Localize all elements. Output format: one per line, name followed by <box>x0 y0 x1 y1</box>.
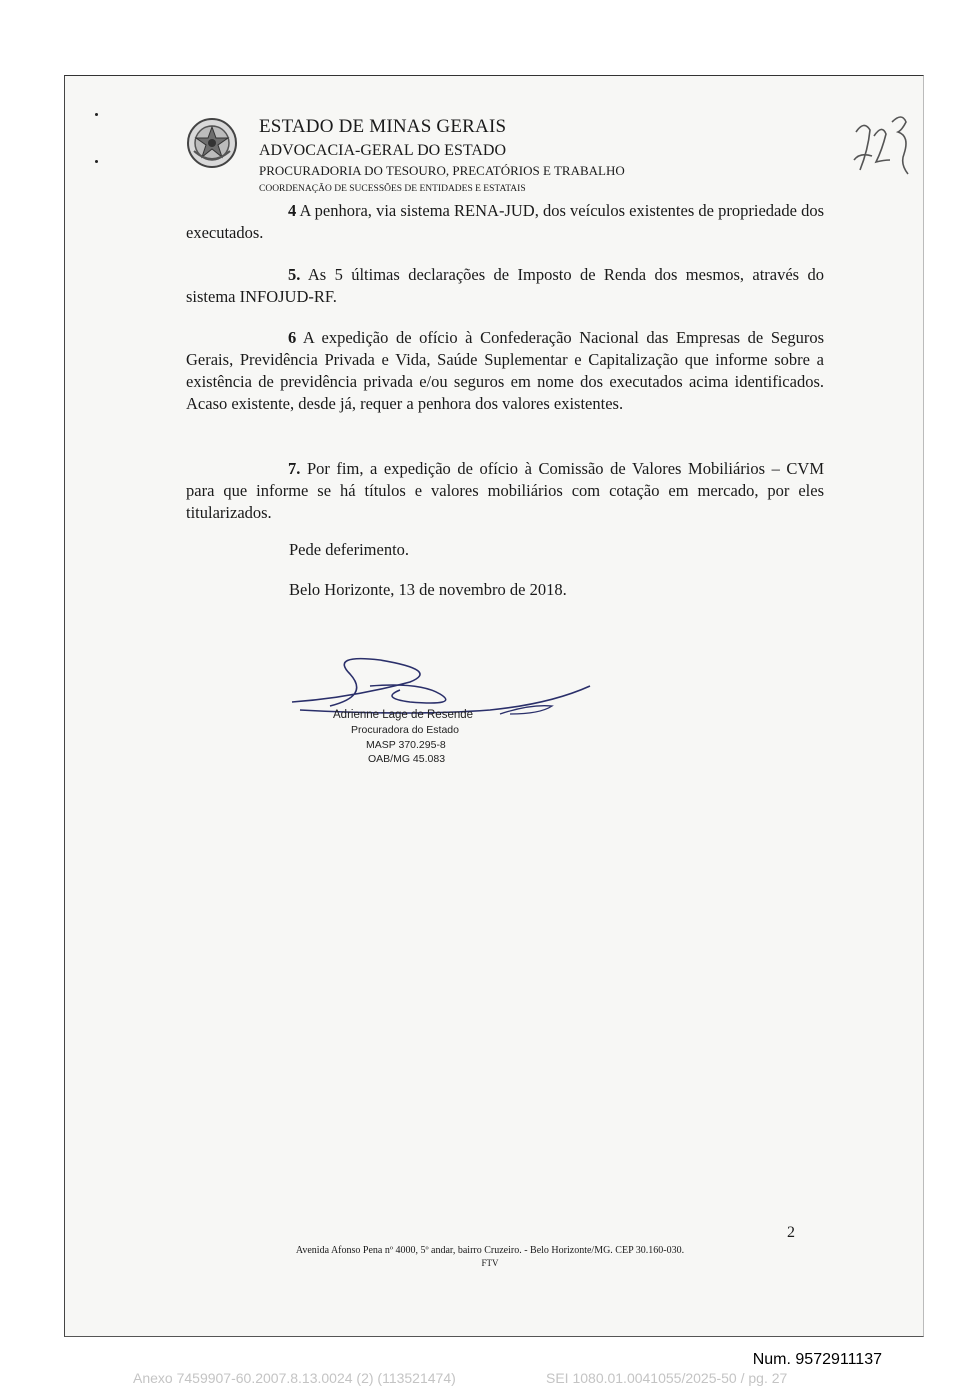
request-item-4: 4 A penhora, via sistema RENA-JUD, dos veículos existentes de propriedade dos executados. <box>186 201 824 242</box>
signer-name: Adrienne Lage de Resende <box>333 709 474 721</box>
request-item-7: 7. Por fim, a expedição de ofício à Comissão de Valores Mobiliários – CVM para que informe se há títulos e valores mobiliários com cotação em mercado, por eles titularizados. <box>186 459 824 522</box>
footer-initials: FTV <box>481 1258 499 1268</box>
header-agency: ADVOCACIA-GERAL DO ESTADO <box>259 142 506 159</box>
request-item-6: 6 A expedição de ofício à Confederação Nacional das Empresas de Seguros Gerais, Previdência Privada e Vida, Saúde Suplementar e Capitalização que informe sobre a existência de previdência privada e/ou seguros em nome dos executados acima identificados. Acaso existente, desde já, requer a penhora dos valores existentes. <box>186 328 824 413</box>
scan-speck <box>95 160 98 163</box>
request-item-5: 5. As 5 últimas declarações de Imposto de Renda dos mesmos, através do sistema INFOJUD-RF. <box>186 265 824 306</box>
attachment-reference: Anexo 7459907-60.2007.8.13.0024 (2) (113521474) <box>133 1370 456 1386</box>
footer-address: Avenida Afonso Pena nº 4000, 5º andar, bairro Cruzeiro. - Belo Horizonte/MG. CEP 30.160-030. <box>295 1245 685 1256</box>
header-state: ESTADO DE MINAS GERAIS <box>259 116 507 137</box>
place-date: Belo Horizonte, 13 de novembro de 2018. <box>289 580 567 599</box>
signer-oab: OAB/MG 45.083 <box>368 753 446 765</box>
handwritten-page-number <box>852 110 918 180</box>
document-number: Num. 9572911137 <box>752 1351 882 1368</box>
scan-speck <box>95 113 98 116</box>
header-coordination: COORDENAÇÃO DE SUCESSÕES DE ENTIDADES E ESTATAIS <box>259 184 526 194</box>
header-department: PROCURADORIA DO TESOURO, PRECATÓRIOS E TRABALHO <box>259 163 625 178</box>
page-number: 2 <box>787 1224 795 1241</box>
closing-text: Pede deferimento. <box>289 540 410 559</box>
sei-reference: SEI 1080.01.0041055/2025-50 / pg. 27 <box>546 1370 788 1386</box>
signer-masp: MASP 370.295-8 <box>366 739 446 751</box>
coat-of-arms-icon <box>186 117 238 169</box>
signer-role: Procuradora do Estado <box>351 724 459 736</box>
